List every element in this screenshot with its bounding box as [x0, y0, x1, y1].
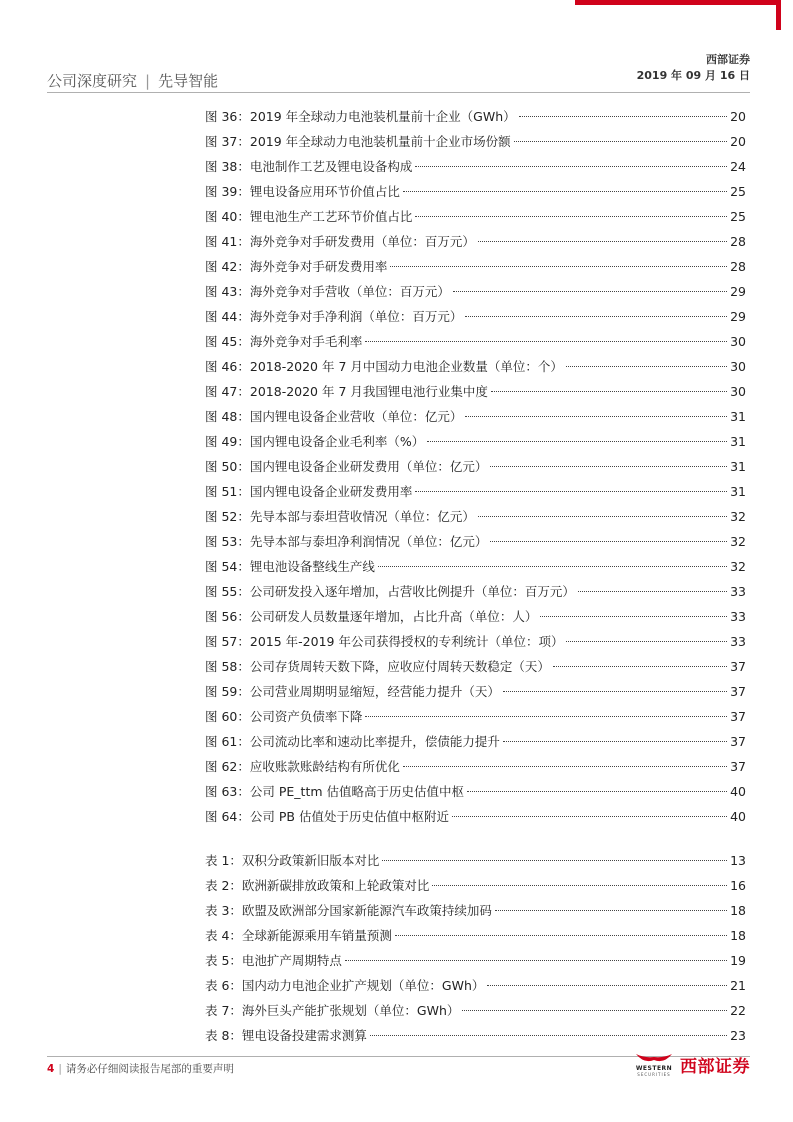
dot-leader [467, 791, 727, 792]
figure-entry[interactable] [205, 429, 746, 454]
logo-english-sub: SECURITIES [637, 1072, 671, 1077]
dot-leader [566, 366, 727, 367]
figure-list [205, 104, 746, 829]
figure-entry-page: 25 [730, 184, 746, 199]
figure-entry-label: 图 56：公司研发人员数量逐年增加，占比升高（单位：人） [205, 609, 538, 624]
table-entry[interactable] [205, 898, 746, 923]
figure-entry[interactable] [205, 729, 746, 754]
dot-leader [491, 391, 727, 392]
figure-entry[interactable] [205, 604, 746, 629]
dot-leader [503, 691, 727, 692]
figure-entry-page: 31 [730, 459, 746, 474]
dot-leader [415, 491, 727, 492]
dot-leader [403, 766, 727, 767]
doc-type: 公司深度研究 [47, 72, 138, 90]
figure-entry[interactable] [205, 529, 746, 554]
table-entry-page: 21 [730, 978, 746, 993]
header-divider [47, 92, 750, 93]
figure-entry[interactable] [205, 179, 746, 204]
figure-entry-label: 图 61：公司流动比率和速动比率提升，偿债能力提升 [205, 734, 500, 749]
figure-entry-label: 图 63：公司 PE_ttm 估值略高于历史估值中枢 [205, 784, 464, 799]
dot-leader [490, 466, 727, 467]
figure-entry[interactable] [205, 279, 746, 304]
report-date: 2019 年 09 月 16 日 [636, 69, 750, 82]
table-entry-page: 23 [730, 1028, 746, 1043]
table-entry-label: 表 4：全球新能源乘用车销量预测 [205, 928, 392, 943]
figure-entry-page: 33 [730, 634, 746, 649]
figure-entry[interactable] [205, 129, 746, 154]
dot-leader [453, 291, 727, 292]
company-name: 先导智能 [158, 72, 219, 90]
figure-entry-page: 31 [730, 434, 746, 449]
figure-entry-page: 25 [730, 209, 746, 224]
figure-entry-label: 图 62：应收账款账龄结构有所优化 [205, 759, 400, 774]
figure-entry[interactable] [205, 679, 746, 704]
table-list [205, 848, 746, 1048]
figure-entry-page: 30 [730, 334, 746, 349]
footer-note [47, 1061, 234, 1076]
logo-english: WESTERN [635, 1065, 673, 1072]
corner-decoration [575, 0, 781, 30]
figure-entry-label: 图 60：公司资产负债率下降 [205, 709, 363, 724]
figure-entry-label: 图 55：公司研发投入逐年增加，占营收比例提升（单位：百万元） [205, 584, 575, 599]
table-entry[interactable] [205, 873, 746, 898]
figure-entry[interactable] [205, 354, 746, 379]
figure-entry-label: 图 43：海外竞争对手营收（单位：百万元） [205, 284, 450, 299]
figure-entry-label: 图 45：海外竞争对手毛利率 [205, 334, 363, 349]
dot-leader [465, 416, 727, 417]
figure-entry-label: 图 40：锂电池生产工艺环节价值占比 [205, 209, 413, 224]
figure-entry-page: 20 [730, 134, 746, 149]
figure-entry-page: 24 [730, 159, 746, 174]
table-entry[interactable] [205, 973, 746, 998]
figure-entry-page: 28 [730, 234, 746, 249]
figure-entry-page: 37 [730, 734, 746, 749]
figure-entry-label: 图 64：公司 PB 估值处于历史估值中枢附近 [205, 809, 449, 824]
table-entry-label: 表 1：双积分政策新旧版本对比 [205, 853, 380, 868]
broker-name: 西部证券 [706, 53, 750, 66]
table-entry-label: 表 5：电池扩产周期特点 [205, 953, 342, 968]
figure-entry[interactable] [205, 204, 746, 229]
dot-leader [365, 341, 727, 342]
disclaimer-text: 请务必仔细阅读报告尾部的重要声明 [65, 1063, 234, 1075]
header-doc-info [47, 70, 218, 91]
footer-separator: | [58, 1063, 62, 1075]
figure-entry-label: 图 36：2019 年全球动力电池装机量前十企业（GWh） [205, 109, 516, 124]
dot-leader [503, 741, 727, 742]
dot-leader [519, 116, 727, 117]
dot-leader [415, 216, 727, 217]
dot-leader [382, 860, 727, 861]
dot-leader [514, 141, 727, 142]
figure-entry[interactable] [205, 329, 746, 354]
figure-entry-page: 37 [730, 709, 746, 724]
dot-leader [478, 516, 727, 517]
table-entry-label: 表 6：国内动力电池企业扩产规划（单位：GWh） [205, 978, 485, 993]
dot-leader [427, 441, 727, 442]
figure-entry-label: 图 46：2018-2020 年 7 月中国动力电池企业数量（单位：个） [205, 359, 563, 374]
figure-entry-page: 30 [730, 384, 746, 399]
table-entry[interactable] [205, 923, 746, 948]
table-entry-label: 表 3：欧盟及欧洲部分国家新能源汽车政策持续加码 [205, 903, 492, 918]
figure-entry[interactable] [205, 154, 746, 179]
dot-leader [490, 541, 727, 542]
figure-entry-label: 图 59：公司营业周期明显缩短，经营能力提升（天） [205, 684, 500, 699]
dot-leader [462, 1010, 727, 1011]
figure-entry-page: 40 [730, 784, 746, 799]
logo-chinese: 西部证券 [680, 1057, 750, 1077]
page-number: 4 [47, 1063, 55, 1075]
figure-entry[interactable] [205, 579, 746, 604]
table-entry-page: 19 [730, 953, 746, 968]
figure-entry[interactable] [205, 779, 746, 804]
figure-entry[interactable] [205, 304, 746, 329]
figure-entry[interactable] [205, 479, 746, 504]
header-broker-info [637, 52, 750, 84]
dot-leader [395, 935, 727, 936]
figure-entry-label: 图 49：国内锂电设备企业毛利率（%） [205, 434, 425, 449]
figure-entry-label: 图 44：海外竞争对手净利润（单位：百万元） [205, 309, 463, 324]
figure-entry[interactable] [205, 404, 746, 429]
figure-entry-label: 图 47：2018-2020 年 7 月我国锂电池行业集中度 [205, 384, 488, 399]
dot-leader [390, 266, 727, 267]
figure-entry[interactable] [205, 704, 746, 729]
broker-logo [634, 1052, 750, 1077]
figure-entry-page: 31 [730, 484, 746, 499]
figure-entry[interactable] [205, 629, 746, 654]
figure-entry-label: 图 57：2015 年-2019 年公司获得授权的专利统计（单位：项） [205, 634, 564, 649]
figure-entry-page: 37 [730, 759, 746, 774]
table-entry-page: 18 [730, 903, 746, 918]
figure-entry[interactable] [205, 504, 746, 529]
table-entry[interactable] [205, 1023, 746, 1048]
figure-entry-page: 32 [730, 509, 746, 524]
figure-entry-page: 29 [730, 309, 746, 324]
dot-leader [478, 241, 727, 242]
figure-entry[interactable] [205, 554, 746, 579]
figure-entry-page: 31 [730, 409, 746, 424]
figure-entry-page: 37 [730, 659, 746, 674]
figure-entry[interactable] [205, 229, 746, 254]
table-entry-page: 13 [730, 853, 746, 868]
table-entry[interactable] [205, 948, 746, 973]
figure-entry-page: 33 [730, 609, 746, 624]
dot-leader [487, 985, 727, 986]
figure-entry[interactable] [205, 104, 746, 129]
figure-entry-page: 32 [730, 559, 746, 574]
figure-entry[interactable] [205, 454, 746, 479]
figure-entry-label: 图 39：锂电设备应用环节价值占比 [205, 184, 400, 199]
dot-leader [578, 591, 727, 592]
dot-leader [370, 1035, 727, 1036]
dot-leader [365, 716, 727, 717]
dot-leader [452, 816, 727, 817]
figure-entry-label: 图 37：2019 年全球动力电池装机量前十企业市场份额 [205, 134, 511, 149]
figure-entry-label: 图 52：先导本部与泰坦营收情况（单位：亿元） [205, 509, 475, 524]
dot-leader [566, 641, 727, 642]
table-entry-page: 22 [730, 1003, 746, 1018]
figure-entry[interactable] [205, 754, 746, 779]
logo-emblem [634, 1052, 674, 1077]
figure-entry-page: 30 [730, 359, 746, 374]
figure-entry-page: 28 [730, 259, 746, 274]
dot-leader [465, 316, 727, 317]
figure-entry-label: 图 48：国内锂电设备企业营收（单位：亿元） [205, 409, 463, 424]
header-separator: | [145, 72, 151, 90]
table-entry-page: 18 [730, 928, 746, 943]
table-entry-label: 表 8：锂电设备投建需求测算 [205, 1028, 367, 1043]
figure-entry-label: 图 53：先导本部与泰坦净利润情况（单位：亿元） [205, 534, 488, 549]
dot-leader [378, 566, 727, 567]
figure-entry-page: 20 [730, 109, 746, 124]
figure-entry[interactable] [205, 379, 746, 404]
dot-leader [495, 910, 727, 911]
dot-leader [553, 666, 727, 667]
table-entry[interactable] [205, 998, 746, 1023]
figure-entry-label: 图 51：国内锂电设备企业研发费用率 [205, 484, 413, 499]
figure-entry-page: 29 [730, 284, 746, 299]
figure-entry-label: 图 42：海外竞争对手研发费用率 [205, 259, 388, 274]
table-entry-label: 表 7：海外巨头产能扩张规划（单位：GWh） [205, 1003, 460, 1018]
figure-entry-page: 37 [730, 684, 746, 699]
dot-leader [345, 960, 727, 961]
figure-entry-label: 图 58：公司存货周转天数下降，应收应付周转天数稳定（天） [205, 659, 550, 674]
figure-entry-label: 图 50：国内锂电设备企业研发费用（单位：亿元） [205, 459, 488, 474]
dot-leader [403, 191, 727, 192]
figure-entry[interactable] [205, 254, 746, 279]
figure-entry-label: 图 41：海外竞争对手研发费用（单位：百万元） [205, 234, 475, 249]
dot-leader [415, 166, 727, 167]
figure-entry-page: 32 [730, 534, 746, 549]
dot-leader [432, 885, 727, 886]
table-entry-page: 16 [730, 878, 746, 893]
figure-entry-page: 40 [730, 809, 746, 824]
figure-entry[interactable] [205, 804, 746, 829]
bull-horns-icon [634, 1052, 674, 1064]
figure-entry[interactable] [205, 654, 746, 679]
figure-entry-label: 图 54：锂电池设备整线生产线 [205, 559, 375, 574]
figure-entry-label: 图 38：电池制作工艺及锂电设备构成 [205, 159, 413, 174]
figure-entry-page: 33 [730, 584, 746, 599]
table-entry-label: 表 2：欧洲新碳排放政策和上轮政策对比 [205, 878, 430, 893]
dot-leader [540, 616, 727, 617]
table-entry[interactable] [205, 848, 746, 873]
